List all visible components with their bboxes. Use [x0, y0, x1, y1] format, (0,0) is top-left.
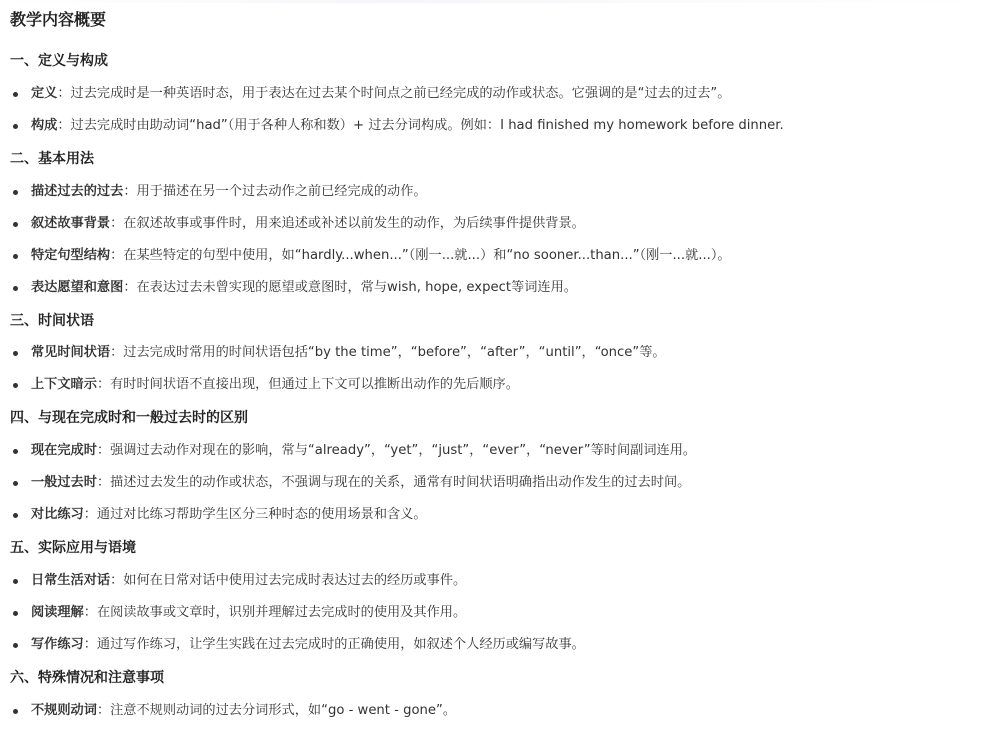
item-text: ：注意不规则动词的过去分词形式，如“go - went - gone”。	[96, 703, 457, 718]
section-heading-comparison: 四、与现在完成时和一般过去时的区别	[10, 410, 248, 426]
item-term: 构成	[31, 118, 58, 133]
item-text: ：在阅读故事或文章时，识别并理解过去完成时的使用及其作用。	[83, 605, 467, 620]
section-heading-application: 五、实际应用与语境	[10, 540, 136, 556]
bullet-dot	[13, 579, 18, 584]
item-term: 对比练习	[31, 507, 84, 522]
bullet-dot	[13, 383, 18, 388]
bullet-dot	[13, 222, 18, 227]
item-term: 日常生活对话	[31, 573, 111, 588]
item-text: ：过去完成时是一种英语时态，用于表达在过去某个时间点之前已经完成的动作或状态。它强调的是“过去的过去”。	[57, 86, 731, 101]
section-heading-usage: 二、基本用法	[10, 151, 94, 167]
item-term: 写作练习	[31, 637, 84, 652]
item-term: 特定句型结构	[31, 248, 111, 263]
bullet-dot	[13, 92, 18, 97]
item-term: 不规则动词	[31, 703, 97, 718]
bullet-dot	[13, 513, 18, 518]
item-term: 阅读理解	[31, 605, 84, 620]
bullet-dot	[13, 124, 18, 129]
item-term: 定义	[31, 86, 58, 101]
item-text: ：在某些特定的句型中使用，如“hardly...when...”（刚一...就...）和“no sooner...than...”（刚一...就...）。	[110, 248, 731, 263]
item-text: ：过去完成时由助动词“had”（用于各种人称和数）+ 过去分词构成。例如：I had finished my homework before dinner.	[57, 118, 784, 133]
item-text: ：强调过去动作对现在的影响，常与“already”，“yet”，“just”，“ever”，“never”等时间副词连用。	[96, 443, 697, 458]
bullet-dot	[13, 481, 18, 486]
item-term: 现在完成时	[31, 443, 97, 458]
page-title: 教学内容概要	[10, 10, 107, 29]
bullet-dot	[13, 286, 18, 291]
top-strip	[0, 0, 985, 3]
section-heading-definition: 一、定义与构成	[10, 53, 108, 69]
item-text: ：在叙述故事或事件时，用来追述或补述以前发生的动作，为后续事件提供背景。	[110, 216, 585, 231]
item-text: ：描述过去发生的动作或状态，不强调与现在的关系，通常有时间状语明确指出动作发生的过去时间。	[96, 475, 691, 490]
section-heading-time-adverbials: 三、时间状语	[10, 313, 94, 329]
item-term: 描述过去的过去	[31, 184, 124, 199]
bullet-dot	[13, 449, 18, 454]
item-text: ：如何在日常对话中使用过去完成时表达过去的经历或事件。	[110, 573, 467, 588]
item-text: ：有时时间状语不直接出现，但通过上下文可以推断出动作的先后顺序。	[96, 377, 519, 392]
section-heading-special-cases: 六、特殊情况和注意事项	[10, 670, 164, 686]
bullet-dot	[13, 351, 18, 356]
item-text: ：过去完成时常用的时间状语包括“by the time”，“before”，“after”，“until”，“once”等。	[110, 345, 666, 360]
item-term: 常见时间状语	[31, 345, 111, 360]
item-text: ：通过写作练习，让学生实践在过去完成时的正确使用，如叙述个人经历或编写故事。	[83, 637, 585, 652]
bullet-dot	[13, 709, 18, 714]
item-term: 上下文暗示	[31, 377, 97, 392]
bullet-dot	[13, 190, 18, 195]
item-term: 表达愿望和意图	[31, 280, 124, 295]
bullet-dot	[13, 643, 18, 648]
bullet-dot	[13, 611, 18, 616]
item-term: 一般过去时	[31, 475, 97, 490]
item-text: ：用于描述在另一个过去动作之前已经完成的动作。	[123, 184, 427, 199]
item-text: ：在表达过去未曾实现的愿望或意图时，常与wish, hope, expect等词连用。	[123, 280, 577, 295]
item-term: 叙述故事背景	[31, 216, 111, 231]
item-text: ：通过对比练习帮助学生区分三种时态的使用场景和含义。	[83, 507, 427, 522]
bullet-dot	[13, 254, 18, 259]
